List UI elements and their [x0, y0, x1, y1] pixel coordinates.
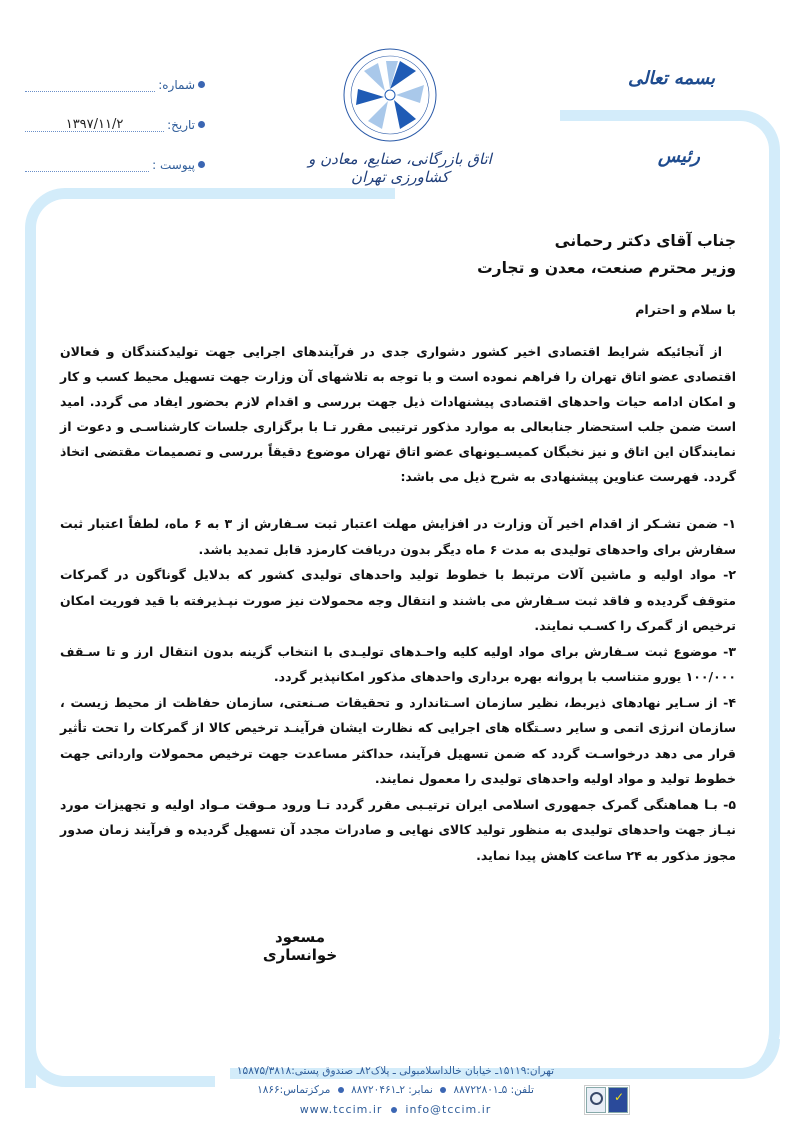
proposal-item: ۴- از سـایر نهادهای ذیربط، نظیر سازمان اسـتاندارد و تحقیقات صـنعتی، سازمان حفاظت از محیط زیست ، سازمان انرژی اتمی و سایر دسـتگاه های اجرایی که نظارت ایشان فرآینـد ترخیص کالا از گمرکات را تحت تأثیر قرار می دهد درخواسـت گردد که ضمن تسهیل فرآیند، حداکثر مساعدت جهت ترخیص محمولات وارداتی جهت خطوط تولید و مواد اولیه واحدهای تولیدی را معمول نمایند. [60, 694, 736, 786]
signature-name: مسعود خوانساری [262, 928, 338, 964]
proposal-item: ۲- مواد اولیه و ماشین آلات مرتبط با خطوط تولید واحدهای تولیدی کشور که بدلایل گوناگون در گمرکات متوقف گردیده و فاقد ثبت سـفارش می باشند و انتقال وجه محمولات نیز صورت نپـذیرفته با قید فوریت امکان ترخیص از گمرک را کسـب نمایند. [60, 567, 736, 633]
decorative-frame-left-bottom [25, 1030, 215, 1087]
organization-name: اتاق بازرگانی، صنایع، معادن و کشاورزی تهران [308, 150, 492, 186]
date-row [25, 112, 205, 132]
attachment-value [25, 157, 149, 172]
bullet-icon [440, 1087, 446, 1093]
bullet-icon [338, 1087, 344, 1093]
footer-contact-center: مرکزتماس:۱۸۶۶ [257, 1084, 331, 1096]
bullet-icon [198, 121, 205, 128]
addressee-title: وزیر محترم صنعت، معدن و تجارت [477, 259, 736, 277]
date-value: ۱۳۹۷/۱۱/۲ [25, 117, 164, 132]
bismillah-heading: بسمه تعالی [627, 68, 715, 89]
proposal-item: ۵- بـا هماهنگی گمرک جمهوری اسلامی ایران ترتیـبی مقرر گردد تـا ورود مـوقت مـواد اولیه و تجهیزات مورد نیـاز جهت واحدهای تولیدی به منظور تولید کالای نهایی و صادرات مجدد آن تسهیل گردیده و فرآیند زمان صدور مجوز مذکور به ۲۴ ساعت کاهش پیدا نماید. [60, 796, 736, 863]
certification-badges [584, 1085, 630, 1115]
intro-paragraph: از آنجائیکه شرایط اقتصادی اخیر کشور دشواری جدی در فرآیندهای اجرایی جهت تولیدکنندگان و فعالان اقتصادی عضو اتاق تهران را فراهم نموده است و با توجه به تلاشهای آن وزارت جهت تسهیل محیط کسب و کار و امکان ادامه حیات واحدهای اقتصادی پیشنهادات ذیل جهت بررسی و اقدام لازم بحضور ایفاد می گردد. امید است ضمن جلب استحضار جنابعالی به موارد مذکور ترتیبی مقرر تـا با برگزاری جلسات کارشناسـی و دعوت از نمایندگان این اتاق و نیز نخبگان کمیسـیونهای عضو اتاق تهران موضوع دقیقاً بررسی و تصمیمات مقتضی اتخاذ گردد. فهرست عناوین پیشنهادی به شرح ذیل می باشد: [60, 344, 736, 484]
proposal-item: ۳- موضوع ثبت سـفارش برای مواد اولیه کلیه واحـدهای تولیـدی با انتخاب گزینه بدون انتقال ارز و تا سـقف ۱۰۰/۰۰۰ یورو متناسب با پروانه بهره برداری واحدهای مذکور امکانپذیر گردد. [60, 643, 736, 684]
footer-contact [218, 1062, 573, 1119]
footer-web [218, 1100, 573, 1119]
number-row [25, 72, 205, 92]
bullet-icon [198, 81, 205, 88]
footer-phone: تلفن: ۵ـ۸۸۷۲۲۸۰۱ [453, 1084, 534, 1096]
number-label: شماره: [158, 78, 195, 92]
eu-quality-certification-icon [608, 1087, 628, 1113]
tccim-logo-icon [340, 45, 440, 145]
attachment-row [25, 152, 205, 172]
website-link[interactable]: www.tccim.ir [299, 1103, 383, 1116]
addressee-name: جناب آقای دکتر رحمانی [554, 232, 736, 250]
iso-certification-icon [586, 1087, 606, 1113]
date-label: تاریخ: [167, 118, 195, 132]
proposal-item: ۱- ضمن تشـکر از اقدام اخیر آن وزارت در افزایش مهلت اعتبار ثبت سـفارش از ۳ به ۶ ماه، لطفاً اعتبار ثبت سفارش برای واحدهای تولیدی به مدت ۶ ماه دیگر بدون دریافت کارمزد قابل تمدید باشد. [60, 516, 736, 557]
footer-fax: نمابر: ۲ـ۸۸۷۲۰۴۶۱ [351, 1084, 433, 1096]
footer-phones [218, 1081, 573, 1100]
letter-body [60, 228, 736, 868]
bullet-icon [391, 1107, 397, 1113]
attachment-label: پیوست : [152, 158, 195, 172]
proposal-list [60, 511, 736, 868]
office-title: رئیس [657, 146, 700, 167]
bullet-icon [198, 161, 205, 168]
email-link[interactable]: info@tccim.ir [405, 1103, 492, 1116]
footer-address: تهران:۱۵۱۱۹ـ خیابان خالداسلامبولی ـ پلاک۸۲ـ صندوق پستی:۱۵۸۷۵/۳۸۱۸ [236, 1065, 555, 1077]
greeting: با سلام و احترام [635, 302, 736, 317]
number-value [25, 77, 155, 92]
letter-metadata [25, 72, 205, 172]
